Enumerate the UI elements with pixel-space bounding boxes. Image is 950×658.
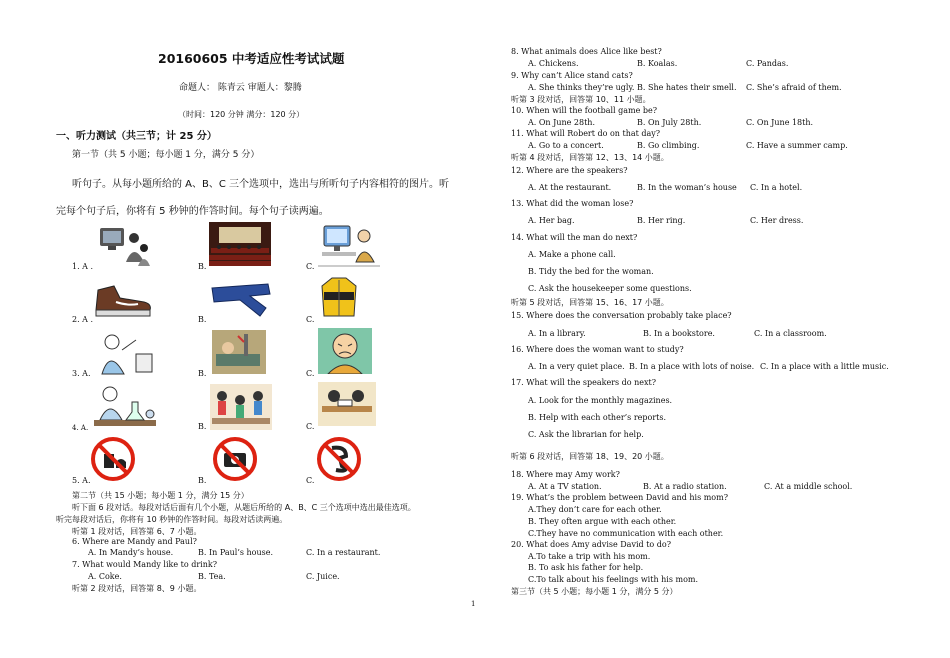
q18-question: 18. Where may Amy work? bbox=[511, 470, 620, 479]
q19-option-b: B. They often argue with each other. bbox=[528, 517, 677, 526]
part2-instruction-cont: 听完每段对话后，你将有 10 秒钟的作答时间。每段对话读两遍。 bbox=[56, 515, 288, 524]
part2-heading: 第二节（共 15 小题；每小题 1 分，满分 15 分） bbox=[72, 491, 249, 500]
q6-option-a: A. In Mandy’s house. bbox=[88, 548, 174, 557]
q4-label-a: 4. A. bbox=[72, 424, 89, 432]
page-number: 1 bbox=[471, 600, 476, 608]
science-experiment-icon bbox=[92, 384, 158, 430]
q17-option-b: B. Help with each other’s reports. bbox=[528, 413, 667, 422]
q6-question: 6. Where are Mandy and Paul? bbox=[72, 537, 197, 546]
q17-question: 17. What will the speakers do next? bbox=[511, 378, 657, 387]
q16-question: 16. Where does the woman want to study? bbox=[511, 345, 684, 354]
dialogue5-label: 听第 5 段对话，回答第 15、16、17 小题。 bbox=[511, 298, 669, 307]
jeans-icon bbox=[210, 282, 272, 318]
q1-label-a: 1. A . bbox=[72, 262, 94, 271]
q20-option-c: C.To talk about his feelings with his mom. bbox=[528, 575, 699, 584]
q10-option-b: B. On July 28th. bbox=[637, 118, 702, 127]
q15-option-b: B. In a bookstore. bbox=[643, 329, 715, 338]
q7-option-c: C. Juice. bbox=[306, 572, 340, 581]
q16-option-a: A. In a very quiet place. bbox=[528, 362, 625, 371]
q18-option-a: A. At a TV station. bbox=[528, 482, 602, 491]
q7-question: 7. What would Mandy like to drink? bbox=[72, 560, 218, 569]
q5-label-b: B. bbox=[198, 476, 207, 485]
q9-option-a: A. She thinks they’re ugly. bbox=[528, 83, 635, 92]
family-tv-icon bbox=[92, 222, 152, 268]
q8-option-b: B. Koalas. bbox=[637, 59, 678, 68]
q13-option-b: B. Her ring. bbox=[637, 216, 686, 225]
q17-option-a: A. Look for the monthly magazines. bbox=[528, 396, 673, 405]
no-photo-sign-icon bbox=[212, 436, 258, 482]
jacket-icon bbox=[320, 276, 358, 318]
q5-label-c: C. bbox=[306, 476, 315, 485]
q14-option-a: A. Make a phone call. bbox=[528, 250, 616, 259]
q19-option-a: A.They don’t care for each other. bbox=[528, 505, 662, 514]
dialogue4-label: 听第 4 段对话，回答第 12、13、14 小题。 bbox=[511, 153, 669, 162]
sneaker-icon bbox=[92, 276, 154, 320]
q1-label-c: C. bbox=[306, 262, 315, 271]
q15-question: 15. Where does the conversation probably take place? bbox=[511, 311, 732, 320]
q3-label-a: 3. A. bbox=[72, 369, 91, 378]
part1-instruction: 听句子。从每小题所给的 A、B、C 三个选项中，选出与所听句子内容相符的图片。听 bbox=[72, 179, 450, 190]
dialogue1-label: 听第 1 段对话，回答第 6、7 小题。 bbox=[72, 527, 202, 536]
q9-option-b: B. She hates their smell. bbox=[637, 83, 737, 92]
q11-option-b: B. Go climbing. bbox=[637, 141, 700, 150]
q6-option-b: B. In Paul’s house. bbox=[198, 548, 274, 557]
section1-heading: 一、听力测试（共三节；计 25 分） bbox=[56, 131, 217, 142]
q4-label-c: C. bbox=[306, 422, 315, 431]
authors-line: 命题人： 陈青云 审题人：黎腾 bbox=[179, 83, 302, 93]
q20-option-a: A.To take a trip with his mom. bbox=[528, 552, 651, 561]
q11-option-c: C. Have a summer camp. bbox=[746, 141, 848, 150]
no-food-sign-icon bbox=[90, 436, 136, 482]
computer-user-icon bbox=[318, 222, 380, 270]
q16-option-b: B. In a place with lots of noise. bbox=[629, 362, 755, 371]
q14-option-c: C. Ask the housekeeper some questions. bbox=[528, 284, 692, 293]
q10-option-c: C. On June 18th. bbox=[746, 118, 814, 127]
dialogue3-label: 听第 3 段对话，回答第 10、11 小题。 bbox=[511, 95, 651, 104]
q11-option-a: A. Go to a concert. bbox=[528, 141, 604, 150]
q12-question: 12. Where are the speakers? bbox=[511, 166, 628, 175]
q9-option-c: C. She’s afraid of them. bbox=[746, 83, 842, 92]
classroom-kids-icon bbox=[210, 384, 272, 430]
q5-label-a: 5. A. bbox=[72, 476, 91, 485]
q17-option-c: C. Ask the librarian for help. bbox=[528, 430, 644, 439]
q19-question: 19. What’s the problem between David and his mom? bbox=[511, 493, 728, 502]
q19-option-c: C.They have no communication with each other. bbox=[528, 529, 724, 538]
q14-option-b: B. Tidy the bed for the woman. bbox=[528, 267, 654, 276]
q15-option-c: C. In a classroom. bbox=[754, 329, 827, 338]
dialogue6-label: 听第 6 段对话，回答第 18、19、20 小题。 bbox=[511, 452, 669, 461]
q13-option-a: A. Her bag. bbox=[528, 216, 575, 225]
crying-boy-icon bbox=[318, 328, 372, 374]
q20-question: 20. What does Amy advise David to do? bbox=[511, 540, 671, 549]
time-score-line: （时间：120 分钟 满分：120 分） bbox=[178, 110, 305, 119]
q11-question: 11. What will Robert do on that day? bbox=[511, 129, 661, 138]
q8-question: 8. What animals does Alice like best? bbox=[511, 47, 662, 56]
q15-option-a: A. In a library. bbox=[528, 329, 586, 338]
q3-label-c: C. bbox=[306, 369, 315, 378]
q10-question: 10. When will the football game be? bbox=[511, 106, 658, 115]
part1-heading: 第一节（共 5 小题；每小题 1 分，满分 5 分） bbox=[72, 150, 260, 160]
q16-option-c: C. In a place with a little music. bbox=[760, 362, 889, 371]
q1-label-b: B. bbox=[198, 262, 207, 271]
q12-option-a: A. At the restaurant. bbox=[528, 183, 612, 192]
q9-question: 9. Why can’t Alice stand cats? bbox=[511, 71, 633, 80]
q7-option-a: A. Coke. bbox=[88, 572, 122, 581]
kids-studying-icon bbox=[318, 382, 376, 426]
q12-option-b: B. In the woman’s house bbox=[637, 183, 737, 192]
q13-question: 13. What did the woman lose? bbox=[511, 199, 634, 208]
part1-instruction-cont: 完每个句子后，你将有 5 秒钟的作答时间。每个句子读两遍。 bbox=[56, 206, 329, 217]
sick-person-icon bbox=[92, 330, 156, 376]
q12-option-c: C. In a hotel. bbox=[750, 183, 803, 192]
q18-option-c: C. At a middle school. bbox=[764, 482, 853, 491]
cinema-icon bbox=[209, 222, 271, 266]
q20-option-b: B. To ask his father for help. bbox=[528, 563, 644, 572]
hospital-patient-icon bbox=[212, 330, 266, 374]
q2-label-a: 2. A . bbox=[72, 315, 94, 324]
part2-instruction: 听下面 6 段对话。每段对话后面有几个小题，从题后所给的 A、B、C 三个选项中选出最佳选项。 bbox=[72, 503, 416, 512]
q14-question: 14. What will the man do next? bbox=[511, 233, 638, 242]
exam-title: 20160605 中考适应性考试试题 bbox=[158, 51, 345, 66]
q2-label-c: C. bbox=[306, 315, 315, 324]
q8-option-a: A. Chickens. bbox=[528, 59, 579, 68]
q10-option-a: A. On June 28th. bbox=[528, 118, 595, 127]
q13-option-c: C. Her dress. bbox=[750, 216, 804, 225]
no-phone-sign-icon bbox=[316, 436, 362, 482]
part3-heading: 第三节（共 5 小题；每小题 1 分，满分 5 分） bbox=[511, 587, 678, 596]
q2-label-b: B. bbox=[198, 315, 207, 324]
q4-label-b: B. bbox=[198, 422, 207, 431]
q8-option-c: C. Pandas. bbox=[746, 59, 789, 68]
dialogue2-label: 听第 2 段对话，回答第 8、9 小题。 bbox=[72, 584, 202, 593]
q7-option-b: B. Tea. bbox=[198, 572, 226, 581]
q18-option-b: B. At a radio station. bbox=[643, 482, 727, 491]
q6-option-c: C. In a restaurant. bbox=[306, 548, 381, 557]
q3-label-b: B. bbox=[198, 369, 207, 378]
